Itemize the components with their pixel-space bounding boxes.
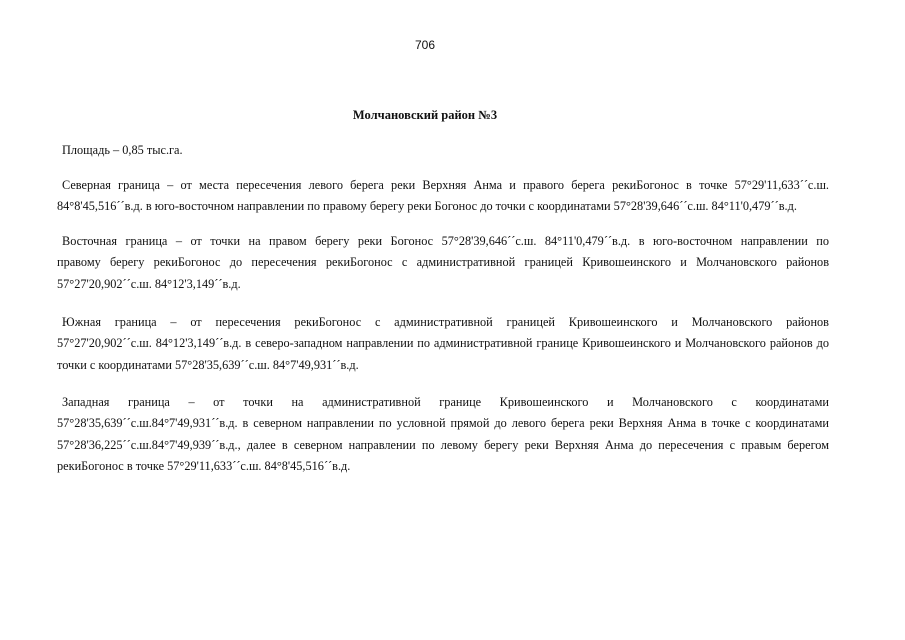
page-number: 706 <box>414 38 436 52</box>
paragraph-line: Южная граница – от пересечения рекиБогонос с административной границей Кривошеинского и Молчановского районов <box>62 315 829 329</box>
paragraph-east-boundary <box>57 231 829 295</box>
paragraph-south-boundary <box>57 312 829 376</box>
paragraph-line: 57°27'20,902´´с.ш. 84°12'3,149´´в.д. <box>57 276 241 291</box>
paragraph-line: рекиБогонос в точке 57°29'11,633´´с.ш. 84°8'45,516´´в.д. <box>57 458 351 473</box>
paragraph-line: 84°8'45,516´´в.д. в юго-восточном направлении по правому берегу реки Богонос до точки с координатами 57°28'39,646´´с.ш. 84°11'0,479´´в.д. <box>57 199 797 214</box>
paragraph-north-boundary <box>57 175 829 218</box>
paragraph-line: Восточная граница – от точки на правом берегу реки Богонос 57°28'39,646´´с.ш. 84°11'0,479´´в.д. в юго-восточном направлении по <box>62 234 829 248</box>
paragraph-area <box>57 140 829 161</box>
document-title: Молчановский район №3 <box>352 108 498 122</box>
paragraph-line: точки с координатами 57°28'35,639´´с.ш. 84°7'49,931´´в.д. <box>57 357 359 372</box>
paragraph-line: 57°28'36,225´´с.ш.84°7'49,939´´в.д., далее в северном направлении по левому берегу реки Верхняя Анма до пересечения с правым берегом <box>57 437 829 452</box>
paragraph-line: 57°28'35,639´´с.ш.84°7'49,931´´в.д. в северном направлении по условной прямой до левого берега реки Верхняя Анма в точке с координатами <box>57 416 829 431</box>
paragraph-line: правому берегу рекиБогонос до пересечения рекиБогонос с административной границей Кривошеинского и Молчановского районов <box>57 255 829 270</box>
paragraph-west-boundary <box>57 392 829 477</box>
paragraph-line: 57°27'20,902´´с.ш. 84°12'3,149´´в.д. в северо-западном направлении по административной границе Кривошеинского и Молчановского районов до <box>57 336 829 351</box>
paragraph-line: Площадь – 0,85 тыс.га. <box>62 143 183 157</box>
paragraph-line: Западная граница – от точки на административной границе Кривошеинского и Молчановского с координатами <box>62 395 829 409</box>
paragraph-line: Северная граница – от места пересечения левого берега реки Верхняя Анма и правого берега рекиБогонос в точке 57°29'11,633´´с.ш. <box>62 178 829 192</box>
